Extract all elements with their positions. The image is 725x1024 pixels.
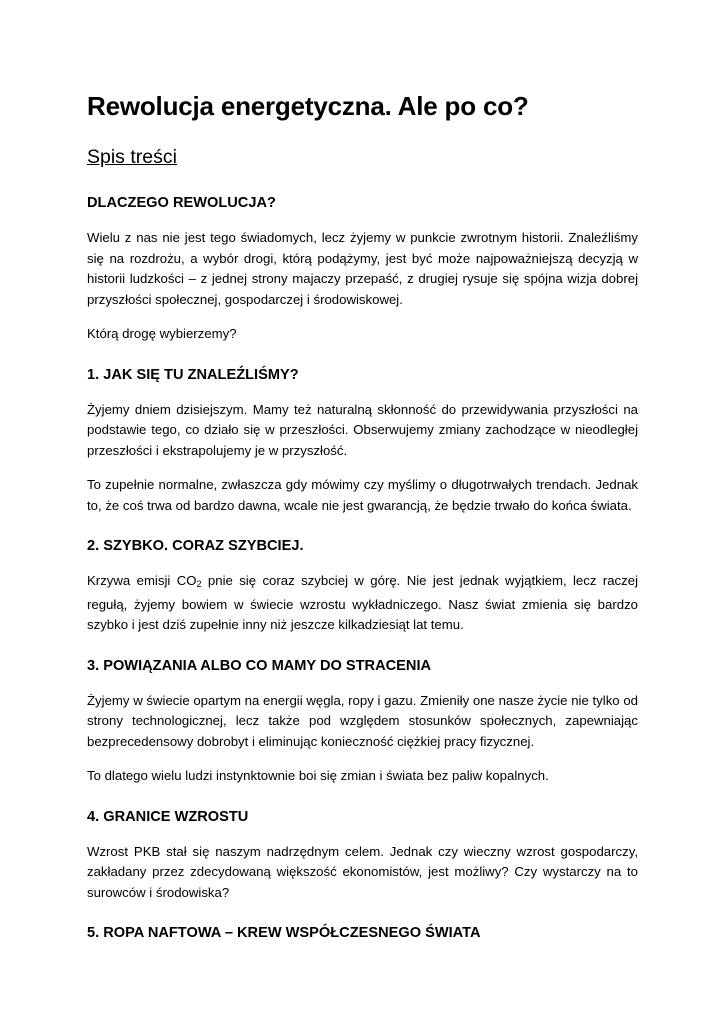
- document-title: Rewolucja energetyczna. Ale po co?: [87, 91, 529, 121]
- document-body: [87, 88, 638, 943]
- section-heading-5: 5. ROPA NAFTOWA – KREW WSPÓŁCZESNEGO ŚWIATA: [87, 925, 481, 941]
- paragraph: Którą drogę wybierzemy?: [87, 326, 237, 341]
- paragraph-co2: [87, 571, 638, 636]
- section-heading-4: 4. GRANICE WZROSTU: [87, 808, 249, 825]
- paragraph: To zupełnie normalne, zwłaszcza gdy mówimy czy myślimy o długotrwałych trendach. Jednak to, że coś trwa od bardzo dawna, wcale nie jest gwarancją, że będzie trwało do końca świata.: [87, 477, 638, 513]
- paragraph: Żyjemy w świecie opartym na energii węgla, ropy i gazu. Zmieniły one nasze życie nie tylko od strony technologicznej, lecz także pod względem stosunków społecznych, zapewniając bezprecedensowy dobrobyt i eliminując konieczność ciężkiej pracy fizycznej.: [87, 692, 638, 749]
- paragraph: Wielu z nas nie jest tego świadomych, lecz żyjemy w punkcie zwrotnym historii. Znaleźliśmy się na rozdrożu, a wybór drogi, którą podążymy, jest być może najpoważniejszą decyzją w historii ludzkości – z jednej strony majaczy przepaść, z drugiej rysuje się spójna wizja dobrej przyszłości społecznej, gospodarczej i środowiskowej.: [87, 230, 638, 307]
- paragraph: Wzrost PKB stał się naszym nadrzędnym celem. Jednak czy wieczny wzrost gospodarczy, zakładany przez zdecydowaną większość ekonomistów, jest możliwy? Czy wystarczy na to surowców i środowiska?: [87, 843, 638, 900]
- paragraph-text: pnie się coraz szybciej w górę. Nie jest jednak wyjątkiem, lecz raczej regułą, żyjemy bowiem w świecie wzrostu wykładniczego. Nasz świat zmienia się bardzo szybko i jest dziś zupełnie inny niż jeszcze kilkadziesiąt lat temu.: [87, 573, 639, 632]
- paragraph: To dlatego wielu ludzi instynktownie boi się zmian i świata bez paliw kopalnych.: [87, 768, 549, 783]
- section-heading-2: 2. SZYBKO. CORAZ SZYBCIEJ.: [87, 538, 304, 554]
- table-of-contents-heading: Spis treści: [87, 146, 177, 168]
- section-heading-3: 3. POWIĄZANIA ALBO CO MAMY DO STRACENIA: [87, 657, 432, 674]
- subscript: 2: [196, 579, 202, 589]
- paragraph: Żyjemy dniem dzisiejszym. Mamy też naturalną skłonność do przewidywania przyszłości na podstawie tego, co działo się w przeszłości. Obserwujemy zmiany zachodzące w nieodległej przeszłości i ekstrapolujemy je w przyszłość.: [87, 401, 638, 458]
- paragraph-text: Krzywa emisji CO: [87, 573, 197, 588]
- section-heading-why-revolution: DLACZEGO REWOLUCJA?: [87, 195, 276, 211]
- section-heading-1: 1. JAK SIĘ TU ZNALEŹLIŚMY?: [87, 366, 299, 383]
